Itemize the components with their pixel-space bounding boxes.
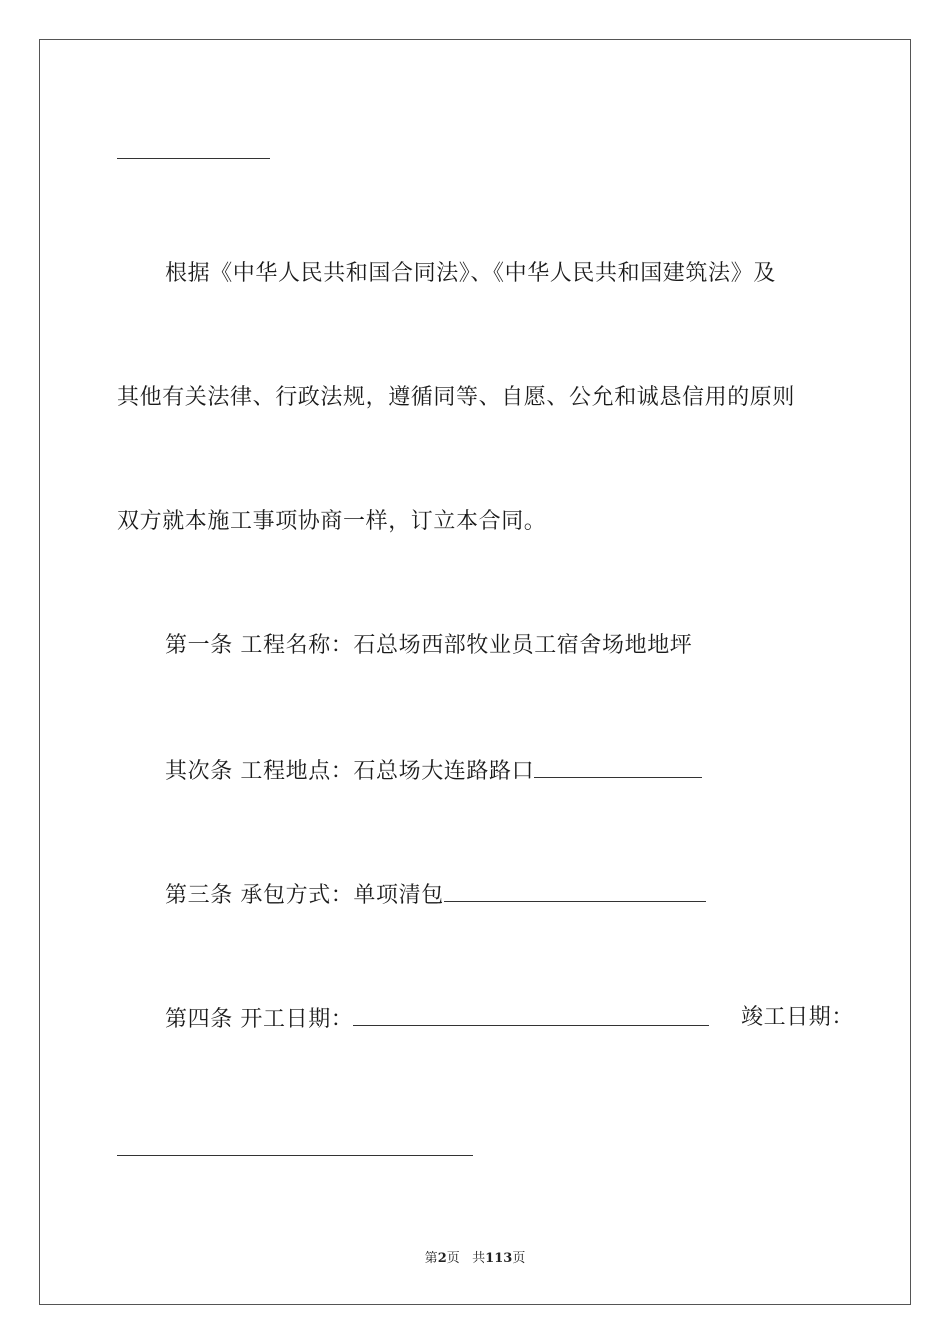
- article-4-label: 第四条: [165, 1007, 233, 1032]
- paragraph-line-2: 其他有关法律、行政法规，遵循同等、自愿、公允和诚恳信用的原则: [117, 385, 796, 410]
- start-date-label: 开工日期：: [240, 1007, 354, 1032]
- article-4: [165, 1003, 709, 1035]
- paragraph-line-1: 根据《中华人民共和国合同法》、《中华人民共和国建筑法》及: [165, 261, 776, 286]
- total-pages: 113: [485, 1251, 513, 1266]
- project-name-field: 工程名称：石总场西部牧业员工宿舍场地地坪: [240, 633, 693, 658]
- page-prefix: 第: [424, 1251, 438, 1266]
- paragraph-line-3: 双方就本施工事项协商一样，订立本合同。: [117, 509, 547, 534]
- contract-method-field: 承包方式：单项清包: [240, 883, 444, 908]
- project-location-field: 工程地点：石总场大连路路口: [240, 759, 535, 784]
- article-3: [165, 879, 706, 911]
- end-date-label: 竣工日期：: [741, 1005, 855, 1030]
- page-footer: [0, 1247, 950, 1266]
- article-2-label: 其次条: [165, 759, 233, 784]
- top-blank-line: [117, 158, 270, 159]
- page-number: 2: [437, 1251, 447, 1266]
- total-suffix: 页: [512, 1251, 526, 1266]
- article-1-label: 第一条: [165, 633, 233, 658]
- article-3-label: 第三条: [165, 883, 233, 908]
- article-1: [165, 631, 692, 661]
- page-border: [39, 39, 911, 1305]
- article-2: [165, 755, 702, 787]
- method-blank: [444, 879, 706, 902]
- location-blank: [534, 755, 702, 778]
- start-date-blank: [353, 1003, 709, 1026]
- end-date-blank: [117, 1155, 473, 1156]
- page-suffix: 页: [446, 1251, 460, 1266]
- total-prefix: 共: [472, 1251, 486, 1266]
